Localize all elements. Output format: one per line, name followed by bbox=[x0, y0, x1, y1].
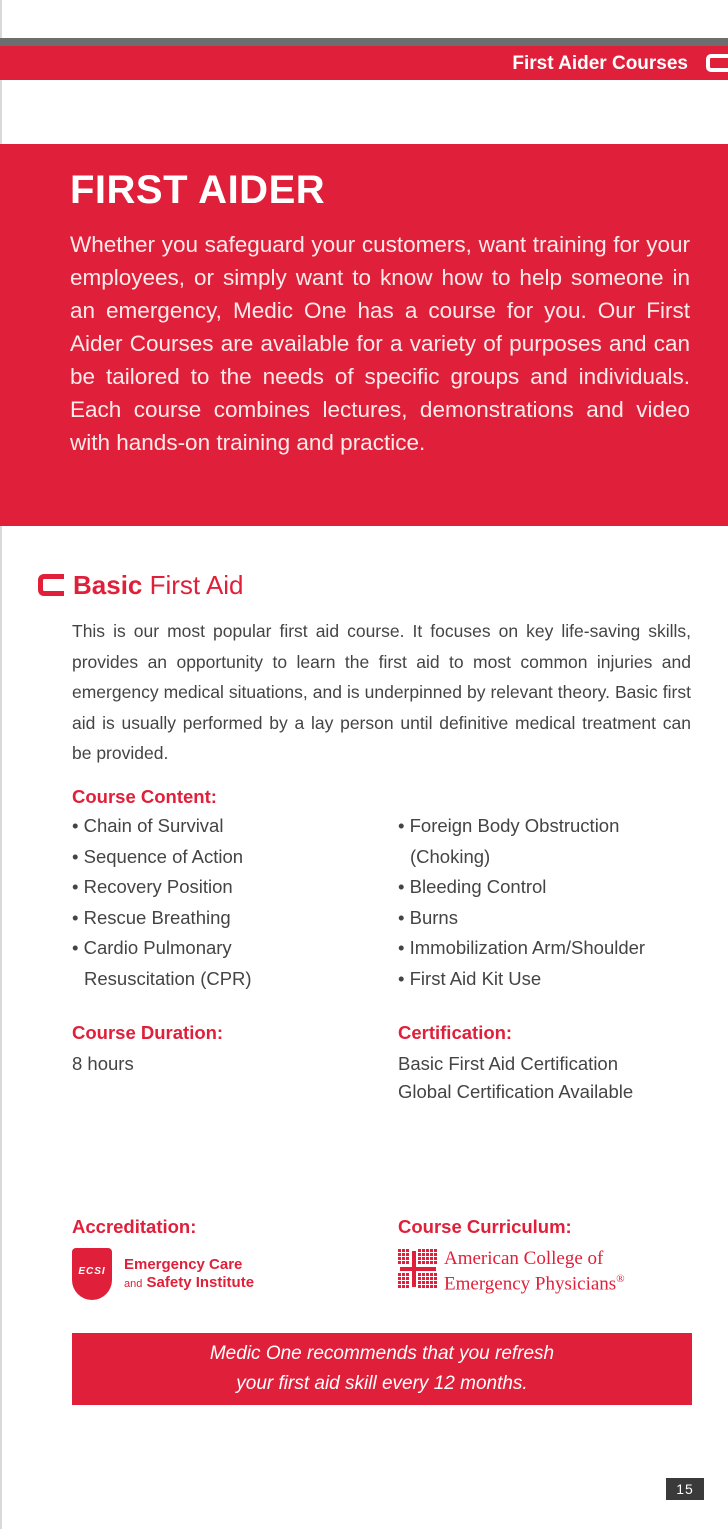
acep-name-line2-text: Emergency Physicians bbox=[444, 1273, 617, 1295]
ecsi-name-line1: Emergency Care bbox=[124, 1256, 243, 1273]
list-item: • Immobilization Arm/Shoulder bbox=[398, 937, 646, 958]
list-item: • Rescue Breathing bbox=[72, 906, 231, 928]
acep-name bbox=[444, 1248, 625, 1294]
bracket-icon bbox=[38, 574, 64, 596]
list-item: • First Aid Kit Use bbox=[398, 967, 542, 989]
list-item: • Cardio Pulmonary Resuscitation (CPR) bbox=[72, 937, 252, 989]
banner-line: your first aid skill every 12 months. bbox=[236, 1373, 528, 1394]
accreditation-label: Accreditation: bbox=[72, 1216, 197, 1237]
acep-name-line2 bbox=[444, 1269, 625, 1294]
content-list-right bbox=[398, 811, 698, 994]
certification-line: Global Certification Available bbox=[398, 1081, 634, 1102]
curriculum-label: Course Curriculum: bbox=[398, 1216, 572, 1237]
acep-logo-icon bbox=[398, 1249, 438, 1289]
hero-text: Whether you safeguard your customers, want training for your employees, or simply want to know how to help someone in an emergency, Medic One has a course for you. Our First Aider Courses are available for a variety of purposes and can be tailored to the needs of specific groups and individuals. Each course combines lectures, demonstrations and video with hands-on training and practice. bbox=[70, 232, 690, 455]
ecsi-name-line2 bbox=[124, 1274, 254, 1293]
course-duration-label: Course Duration: bbox=[72, 1022, 224, 1043]
course-duration-value: 8 hours bbox=[72, 1053, 134, 1074]
section-intro: This is our most popular first aid course. It focuses on key life-saving skills, provides an opportunity to learn the first aid to most common injuries and emergency medical situations, and is underpinned by relevant theory. Basic first aid is usually performed by a lay person until definitive medical treatment can be provided. bbox=[72, 621, 691, 763]
hero-title: FIRST AIDER bbox=[70, 168, 326, 212]
banner-line: Medic One recommends that you refresh bbox=[209, 1343, 555, 1364]
list-item: • Bleeding Control bbox=[398, 876, 547, 897]
list-item: • Foreign Body Obstruction (Choking) bbox=[398, 815, 620, 867]
page-number: 15 bbox=[666, 1478, 704, 1500]
registered-mark: ® bbox=[616, 1273, 625, 1285]
header-title: First Aider Courses bbox=[512, 53, 688, 74]
list-item: • Sequence of Action bbox=[72, 845, 244, 867]
recommendation-banner bbox=[72, 1333, 692, 1405]
certification-label: Certification: bbox=[398, 1022, 513, 1043]
acep-name-line1: American College of bbox=[444, 1248, 604, 1269]
bracket-icon bbox=[706, 54, 728, 72]
hero-panel bbox=[0, 144, 728, 526]
content-list-left bbox=[72, 811, 372, 994]
header-rule bbox=[0, 38, 728, 46]
ecsi-name-line2-text: Safety Institute bbox=[146, 1274, 255, 1291]
section-title-bold: Basic bbox=[73, 570, 143, 600]
ecsi-name-and: and bbox=[124, 1278, 143, 1290]
certification-line: Basic First Aid Certification bbox=[398, 1053, 619, 1074]
ecsi-name bbox=[124, 1256, 254, 1293]
list-item: • Chain of Survival bbox=[72, 815, 224, 836]
section-title-rest: First Aid bbox=[142, 570, 244, 600]
ecsi-logo-text: ECSI bbox=[78, 1266, 106, 1277]
list-item: • Burns bbox=[398, 906, 458, 928]
course-content-label: Course Content: bbox=[72, 786, 217, 807]
list-item: • Recovery Position bbox=[72, 876, 233, 897]
section-title bbox=[73, 570, 244, 601]
ecsi-logo bbox=[72, 1248, 112, 1300]
